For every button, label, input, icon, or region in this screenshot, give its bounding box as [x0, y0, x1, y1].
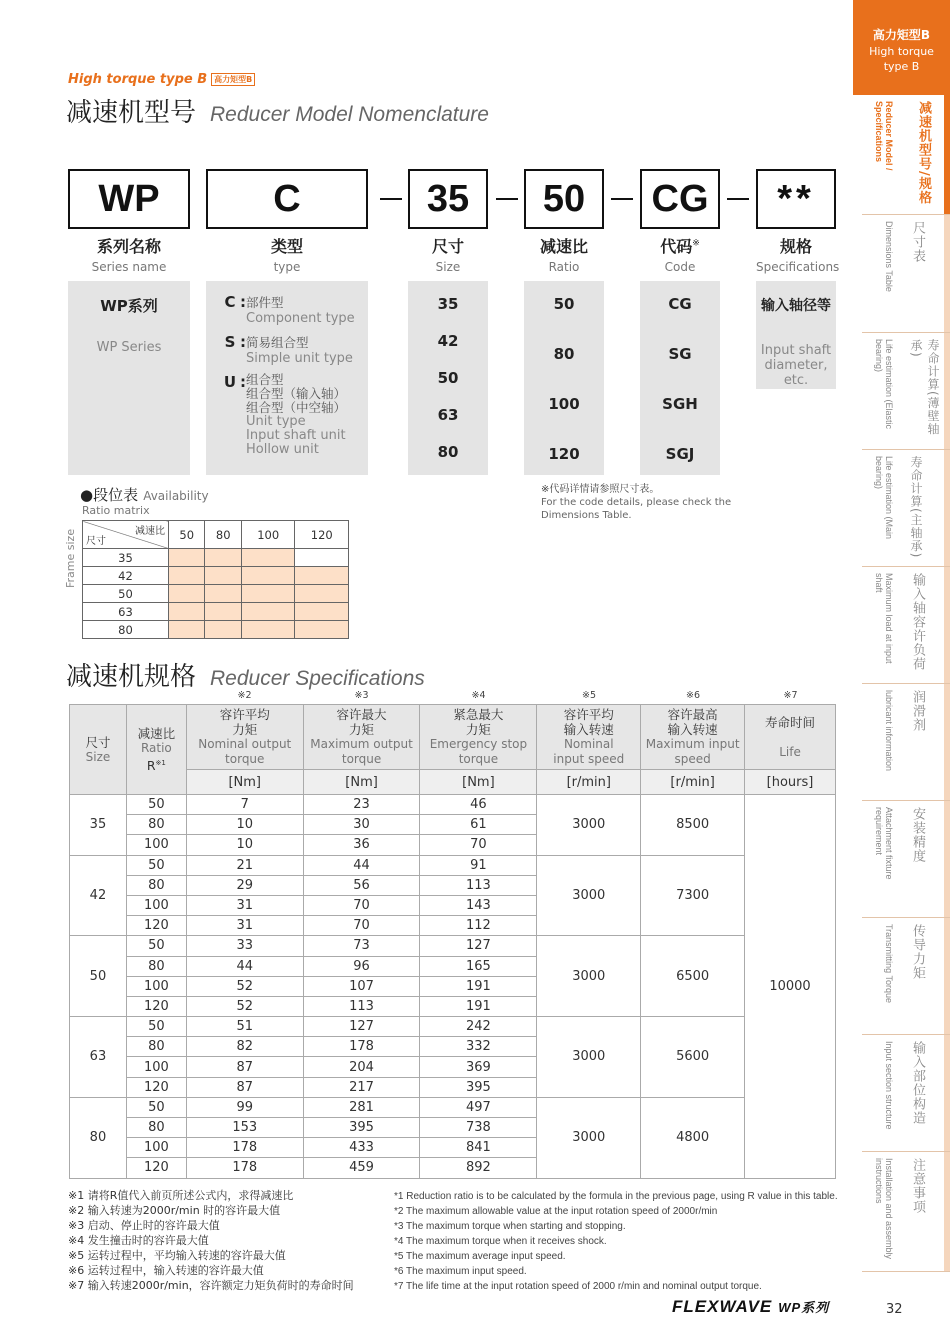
matrix-cell: [295, 567, 349, 585]
type-option-u: U : 组合型 组合型（输入轴） 组合型（中空轴） Unit type Input shaft unit Hollow unit: [223, 372, 347, 457]
matrix-cell: [205, 549, 241, 567]
table-cell: 7: [186, 795, 303, 815]
matrix-cell: [169, 585, 205, 603]
brand-logo: FLEXWAVE WP系列: [672, 1297, 830, 1316]
table-cell: 433: [303, 1138, 420, 1158]
matrix-cell: [241, 621, 295, 639]
table-cell: 191: [420, 996, 537, 1016]
table-cell: 87: [186, 1057, 303, 1077]
matrix-ratio-header: 120: [295, 521, 349, 549]
sidebar-item-life-main[interactable]: 寿命计算(主轴承) Life estimation (Main bearing): [862, 450, 950, 567]
matrix-size: 50: [83, 585, 169, 603]
unit: [hours]: [745, 770, 836, 795]
col-nominal-torque: 容许平均 力矩 Nominal output torque: [186, 705, 303, 770]
table-cell: 738: [420, 1118, 537, 1138]
availability-title: ●段位表 Availability: [80, 486, 209, 504]
page-title: 减速机型号 Reducer Model Nomenclature: [66, 98, 489, 128]
col-max-speed: 容许最高 输入转速 Maximum input speed: [641, 705, 745, 770]
caption-code: 代码※ Code: [660, 237, 700, 274]
matrix-cell: [241, 549, 295, 567]
availability-subtitle: Ratio matrix: [82, 504, 150, 517]
matrix-cell: [169, 549, 205, 567]
size-cell: 35: [70, 795, 127, 856]
caption-type: 类型 type: [270, 237, 303, 274]
nomenclature-box-spec: **: [756, 169, 836, 229]
col-ratio: 减速比 Ratio $R^{※1}$: [126, 705, 186, 795]
caption-ratio: 减速比 Ratio: [539, 237, 588, 274]
life-cell: 10000: [745, 795, 836, 1179]
table-cell: 51: [186, 1017, 303, 1037]
nomenclature-dash: [496, 198, 518, 200]
max-speed-cell: 4800: [641, 1097, 745, 1178]
table-cell: 459: [303, 1158, 420, 1178]
size-cell: 80: [70, 1097, 127, 1178]
max-speed-cell: 7300: [641, 855, 745, 936]
table-cell: 497: [420, 1097, 537, 1117]
table-cell: 91: [420, 855, 537, 875]
matrix-cell: [295, 621, 349, 639]
table-cell: 395: [420, 1077, 537, 1097]
notes-cn: ※1 请将R值代入前页所述公式内，求得减速比 ※2 输入转速为2000r/min 时的容许最大值 ※3 启动、停止时的容许最大值 ※4 发生撞击时的容许最大值 ※5 运转过程中，平均输入转速的容许最大值 ※6 运转过程中，输入转速的容许最大值 ※7 输入转速2000r/min，容许额定力矩负荷时的寿命时间: [68, 1189, 354, 1292]
table-cell: 73: [303, 936, 420, 956]
matrix-size: 80: [83, 621, 169, 639]
ratio-options: 50 80 100 120: [524, 281, 604, 475]
nominal-speed-cell: 3000: [537, 1017, 641, 1098]
matrix-ratio-header: 50: [169, 521, 205, 549]
table-cell: 217: [303, 1077, 420, 1097]
matrix-cell: [295, 549, 349, 567]
nomenclature-box-code: CG: [640, 169, 720, 229]
table-cell: 100: [126, 1138, 186, 1158]
nomenclature-dash: [380, 198, 402, 200]
table-cell: 70: [303, 916, 420, 936]
type-option-s: S : 简易组合型 Simple unit type: [224, 333, 353, 366]
nomenclature-box-ratio: 50: [524, 169, 604, 229]
table-cell: 50: [126, 1017, 186, 1037]
specifications-table: [69, 704, 836, 1179]
size-cell: 42: [70, 855, 127, 936]
table-cell: 120: [126, 996, 186, 1016]
nominal-speed-cell: 3000: [537, 795, 641, 856]
series-options: WP系列 WP Series: [68, 281, 190, 475]
col-life: 寿命时间 Life: [745, 705, 836, 770]
table-cell: 29: [186, 875, 303, 895]
nomenclature-dash: [611, 198, 633, 200]
table-cell: 100: [126, 895, 186, 915]
unit: [Nm]: [420, 770, 537, 795]
table-cell: 36: [303, 835, 420, 855]
table-cell: 52: [186, 996, 303, 1016]
col-nominal-speed: 容许平均 输入转速 Nominal input speed: [537, 705, 641, 770]
nomenclature-box-type: C: [206, 169, 368, 229]
table-cell: 242: [420, 1017, 537, 1037]
size-options: 35 42 50 63 80: [408, 281, 488, 475]
table-cell: 113: [303, 996, 420, 1016]
sidebar-item-lubricant[interactable]: 润滑剂 lubricant information: [862, 684, 950, 801]
table-cell: 153: [186, 1118, 303, 1138]
table-cell: 50: [126, 936, 186, 956]
table-cell: 178: [303, 1037, 420, 1057]
table-row: [70, 1097, 836, 1117]
table-cell: 44: [303, 855, 420, 875]
table-cell: 100: [126, 976, 186, 996]
sidebar-item-torque[interactable]: 传导力矩 Transmitting Torque: [862, 918, 950, 1035]
availability-matrix: [82, 520, 349, 639]
table-cell: 332: [420, 1037, 537, 1057]
table-cell: 10: [186, 835, 303, 855]
matrix-cell: [241, 567, 295, 585]
table-cell: 30: [303, 815, 420, 835]
notes-en: *1 Reduction ratio is to be calculated by the formula in the previous page, using R value in this table. *2 The maximum allowable value at the input rotation speed of 2000r/min *3 The maximum torque when starting and stopping. *4 The maximum torque when it receives shock. *5 The maximum average input speed. *6 The maximum input speed. *7 The life time at the input rotation speed of 2000 r/min and nominal output torque.: [394, 1191, 838, 1292]
table-cell: 178: [186, 1138, 303, 1158]
table-cell: 127: [303, 1017, 420, 1037]
table-cell: 80: [126, 956, 186, 976]
spec-note-marks: ※2 ※3 ※4 ※5 ※6 ※7: [237, 690, 798, 701]
table-cell: 82: [186, 1037, 303, 1057]
matrix-cell: [205, 585, 241, 603]
kicker-tag: 高力矩型B: [211, 73, 255, 86]
table-cell: 204: [303, 1057, 420, 1077]
table-cell: 33: [186, 936, 303, 956]
table-cell: 165: [420, 956, 537, 976]
table-cell: 80: [126, 815, 186, 835]
col-size: 尺寸 Size: [70, 705, 127, 795]
table-cell: 99: [186, 1097, 303, 1117]
matrix-size: 42: [83, 567, 169, 585]
matrix-cell: [241, 585, 295, 603]
table-cell: 120: [126, 1158, 186, 1178]
table-cell: 10: [186, 815, 303, 835]
table-cell: 191: [420, 976, 537, 996]
table-cell: 52: [186, 976, 303, 996]
side-tab-high-torque-b[interactable]: 高力矩型B High torque type B: [853, 0, 950, 95]
table-cell: 50: [126, 1097, 186, 1117]
table-cell: 96: [303, 956, 420, 976]
col-max-torque: 容许最大 力矩 Maximum output torque: [303, 705, 420, 770]
table-cell: 841: [420, 1138, 537, 1158]
matrix-cell: [205, 621, 241, 639]
table-cell: 87: [186, 1077, 303, 1097]
table-cell: 143: [420, 895, 537, 915]
table-row: [70, 936, 836, 956]
matrix-cell: [205, 567, 241, 585]
table-cell: 369: [420, 1057, 537, 1077]
table-cell: 113: [420, 875, 537, 895]
sidebar-item-life-elastic[interactable]: 寿命计算(薄壁轴承) Life estimation (Elastic bearing): [862, 333, 950, 450]
section-kicker: High torque type B 高力矩型B: [68, 72, 255, 87]
sidebar-item-attachment[interactable]: 安装精度 Attachment fixture requirement: [862, 801, 950, 918]
type-options: [206, 281, 368, 475]
table-cell: 61: [420, 815, 537, 835]
table-cell: 31: [186, 916, 303, 936]
size-cell: 50: [70, 936, 127, 1017]
table-row: [70, 855, 836, 875]
matrix-cell: [169, 603, 205, 621]
table-cell: 80: [126, 875, 186, 895]
table-row: [70, 795, 836, 815]
caption-spec: 规格 Specifications: [756, 237, 840, 274]
unit: [Nm]: [303, 770, 420, 795]
code-options: CG SG SGH SGJ: [640, 281, 720, 475]
table-row: [70, 1017, 836, 1037]
table-cell: 46: [420, 795, 537, 815]
table-cell: 107: [303, 976, 420, 996]
sidebar-item-input-load[interactable]: 输入轴容许负荷 Maximum load at input shaft: [862, 567, 950, 684]
nomenclature-box-size: 35: [408, 169, 488, 229]
table-cell: 80: [126, 1037, 186, 1057]
nominal-speed-cell: 3000: [537, 1097, 641, 1178]
table-cell: 50: [126, 855, 186, 875]
spec-options: 输入轴径等 Input shaft diameter, etc.: [756, 281, 836, 389]
max-speed-cell: 5600: [641, 1017, 745, 1098]
max-speed-cell: 6500: [641, 936, 745, 1017]
page-number: 32: [886, 1302, 903, 1317]
table-cell: 100: [126, 1057, 186, 1077]
matrix-size: 63: [83, 603, 169, 621]
matrix-cell: [205, 603, 241, 621]
table-cell: 31: [186, 895, 303, 915]
table-cell: 281: [303, 1097, 420, 1117]
nomenclature-box-series: WP: [68, 169, 190, 229]
matrix-cell: [295, 585, 349, 603]
table-cell: 112: [420, 916, 537, 936]
table-cell: 44: [186, 956, 303, 976]
table-cell: 70: [303, 895, 420, 915]
table-cell: 23: [303, 795, 420, 815]
type-option-c: C : 部件型 Component type: [224, 293, 355, 326]
caption-size: 尺寸 Size: [431, 237, 464, 274]
nomenclature-dash: [727, 198, 749, 200]
sidebar-item-dimensions[interactable]: 尺寸表 Dimensions Table: [862, 215, 950, 333]
matrix-cell: [241, 603, 295, 621]
matrix-cell: [295, 603, 349, 621]
specs-title: 减速机规格 Reducer Specifications: [66, 662, 425, 692]
code-note: ※代码详情请参照尺寸表。 For the code details, please check the Dimensions Table.: [541, 484, 732, 521]
table-cell: 120: [126, 1077, 186, 1097]
table-cell: 21: [186, 855, 303, 875]
table-cell: 892: [420, 1158, 537, 1178]
table-cell: 395: [303, 1118, 420, 1138]
table-cell: 178: [186, 1158, 303, 1178]
nominal-speed-cell: 3000: [537, 855, 641, 936]
matrix-ratio-header: 80: [205, 521, 241, 549]
table-cell: 100: [126, 835, 186, 855]
matrix-size: 35: [83, 549, 169, 567]
sidebar-item-installation[interactable]: 注意事项 Installation and assembly instructions: [862, 1152, 950, 1272]
matrix-cell: [169, 621, 205, 639]
caption-series: 系列名称 Series name: [91, 237, 167, 274]
unit: [Nm]: [186, 770, 303, 795]
table-cell: 56: [303, 875, 420, 895]
max-speed-cell: 8500: [641, 795, 745, 856]
table-cell: 120: [126, 916, 186, 936]
table-cell: 80: [126, 1118, 186, 1138]
table-cell: 50: [126, 795, 186, 815]
table-cell: 70: [420, 835, 537, 855]
unit: [r/min]: [641, 770, 745, 795]
col-emergency-torque: 紧急最大 力矩 Emergency stop torque: [420, 705, 537, 770]
matrix-ratio-header: 100: [241, 521, 295, 549]
matrix-corner: 减速比 尺寸: [83, 521, 169, 549]
frame-size-label: Frame size: [64, 528, 77, 588]
unit: [r/min]: [537, 770, 641, 795]
size-cell: 63: [70, 1017, 127, 1098]
nominal-speed-cell: 3000: [537, 936, 641, 1017]
matrix-cell: [169, 567, 205, 585]
table-cell: 127: [420, 936, 537, 956]
sidebar-item-model-specifications[interactable]: 减速机型号/规格 Reducer Model / Specifications: [862, 95, 950, 215]
sidebar-item-input-structure[interactable]: 输入部位构造 Input section structure: [862, 1035, 950, 1152]
